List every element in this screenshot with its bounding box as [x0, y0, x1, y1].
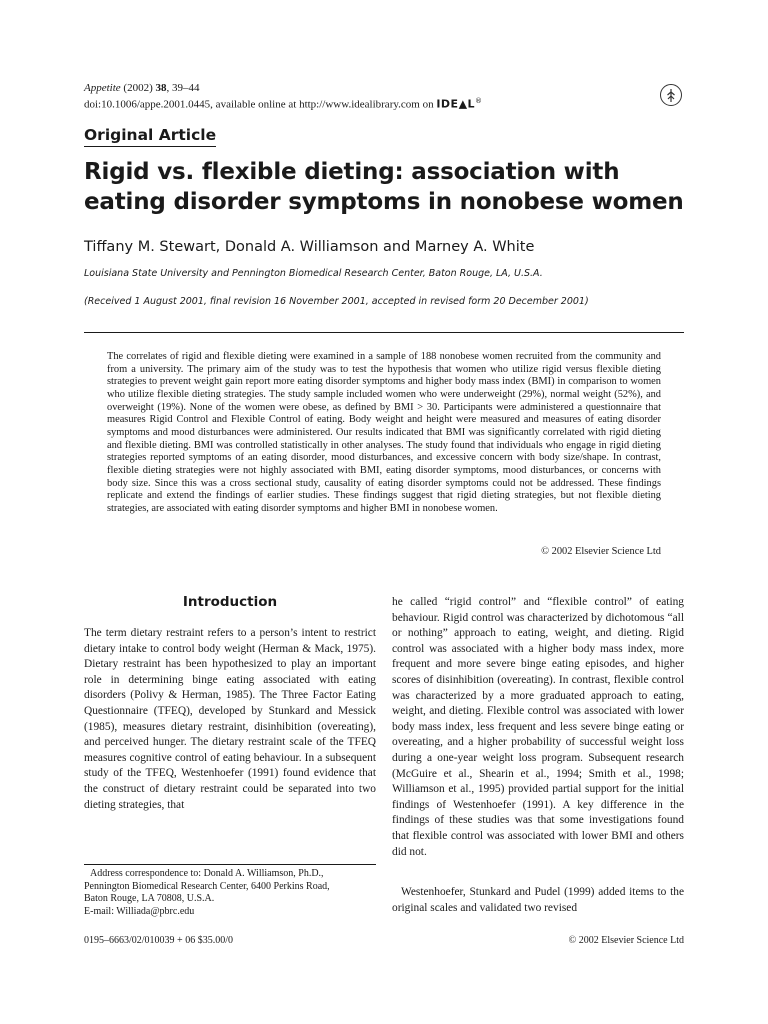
doi-line [84, 95, 483, 112]
correspondence-footnote [84, 868, 376, 918]
elsevier-tree-icon [659, 83, 683, 107]
journal-volume: 38 [155, 82, 167, 94]
abstract-text: The correlates of rigid and flexible dieting were examined in a sample of 188 nonobese women recruited from the community and from a university. The primary aim of the study was to test the hypothesis that women who utilize rigid versus flexible dieting strategies to prevent weight gain report more eating disorder symptoms and higher body mass index (BMI) in comparison to women who utilize flexible dieting strategies. The study sample included women who were underweight (29%), normal weight (52%), and overweight (19%). None of the women were obese, as defined by BMI > 30. Participants were administered a questionnaire that measures Rigid Control and Flexible Control of eating. Body weight and height were measured and measures of eating disorder symptoms and mood disturbances were administered. Our results indicated that BMI was significantly correlated with rigid dieting and flexible dieting. BMI was controlled statistically in other analyses. The study found that individuals who engage in rigid dieting strategies reported symptoms of an eating disorder, mood disturbances, and excessive concern with body size/shape. In contrast, flexible dieting strategies were not highly associated with BMI, eating disorder symptoms, mood disturbances, or concerns with body size. Since this was a cross sectional study, causality of eating disorder symptoms could not be addressed. These findings replicate and extend the findings of earlier studies. These findings suggest that rigid dieting strategies, but not flexible dieting strategies, are associated with eating disorder symptoms and higher BMI in nonobese women. [107, 351, 661, 514]
ideal-registered-mark: ® [475, 97, 483, 105]
header-divider [84, 332, 684, 333]
ideal-logo-text: IDE▲L [436, 97, 476, 111]
footnote-line: Pennington Biomedical Research Center, 6400 Perkins Road, [84, 880, 330, 892]
abstract-copyright: © 2002 Elsevier Science Ltd [541, 546, 661, 557]
intro-left-column: The term dietary restraint refers to a person’s intent to restrict dietary intake to control body weight (Herman & Mack, 1975). Dietary restraint has been hypothesized to play an important role in determining binge eating associated with eating disorders (Polivy & Herman, 1985). The Three Factor Eating Questionnaire (TFEQ), developed by Stunkard and Messick (1985), measures dietary restraint, disinhibition (overeating), and perceived hunger. The dietary restraint scale of the TFEQ measures cognitive control of eating behaviour. In a subsequent study of the TFEQ, Westenhoefer (1991) found evidence that the construct of dietary restraint could be separated into two dieting strategies, that [84, 627, 376, 811]
footnote-email: E-mail: Williada@pbrc.edu [84, 905, 195, 917]
issn-code: 0195–6663/02/010039 + 06 $35.00/0 [84, 935, 233, 946]
journal-name: Appetite [84, 82, 121, 94]
footnote-line: Baton Rouge, LA 70808, U.S.A. [84, 893, 215, 905]
received-dates: (Received 1 August 2001, final revision 16 November 2001, accepted in revised form 20 December 2001) [84, 296, 589, 307]
ideal-logo [436, 95, 482, 111]
journal-citation [84, 82, 199, 95]
journal-year: (2002) [123, 82, 153, 94]
article-authors: Tiffany M. Stewart, Donald A. Williamson and Marney A. White [84, 239, 535, 255]
intro-right-column-paragraph-2: Westenhoefer, Stunkard and Pudel (1999) added items to the original scales and validated two revised [392, 886, 684, 914]
intro-right-column: he called “rigid control” and “flexible control” of eating behaviour. Rigid control was characterized by dichotomous “all or nothing” approach to eating, weight, and dieting. Rigid control was associated with a higher body mass index, more frequent and more severe binge eating episodes, and higher scores of disinhibition (overeating). In contrast, flexible control was characterized by a more graduated approach to eating, weight, and dieting. Flexible control was associated with lower body mass index, less frequent and less severe binge eating or overeating, and a higher probability of successful weight loss during a one-year weight loss program. Subsequent research (McGuire et al., Shearin et al., 1994; Smith et al., 1998; Williamson et al., 1995) provided partial support for the initial findings of Westenhoefer (1991). A key difference in the findings of these studies was that some investigations found that flexible control was associated with lower BMI and others did not. [392, 596, 684, 858]
footnote-line: Address correspondence to: Donald A. Williamson, Ph.D., [90, 868, 324, 879]
section-heading-introduction: Introduction [182, 594, 278, 610]
article-type-label: Original Article [84, 126, 216, 147]
author-affiliation: Louisiana State University and Pennington Biomedical Research Center, Baton Rouge, LA, U.S.A. [84, 268, 543, 279]
doi-text: doi:10.1006/appe.2001.0445, available online at http://www.idealibrary.com on [84, 98, 434, 111]
footnote-divider [84, 864, 376, 865]
article-title: Rigid vs. flexible dieting: association with eating disorder symptoms in nonobese women [84, 159, 684, 215]
footer-copyright: © 2002 Elsevier Science Ltd [568, 935, 684, 946]
journal-pages: , 39–44 [166, 82, 200, 94]
